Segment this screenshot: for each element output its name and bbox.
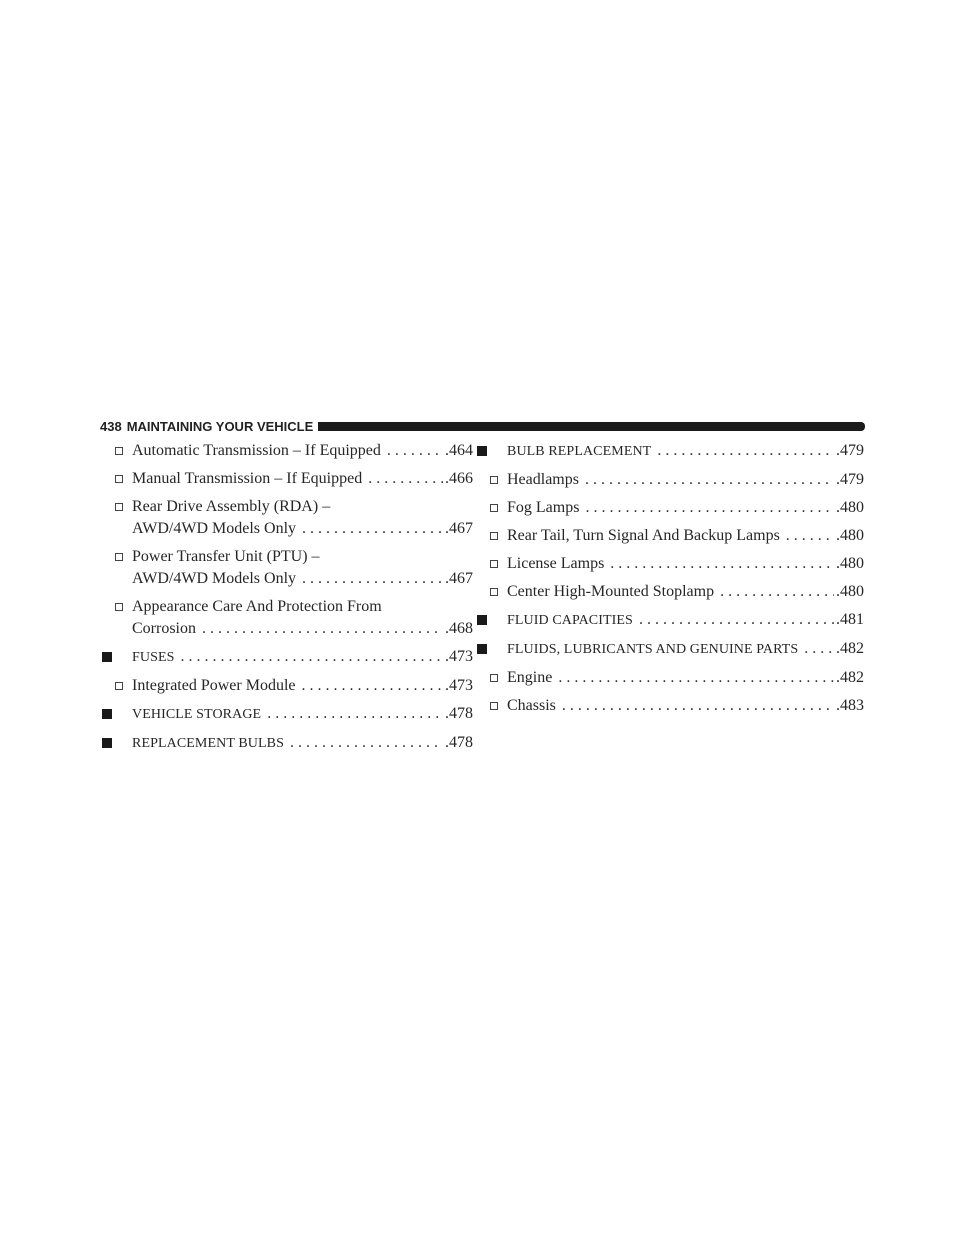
toc-section-entry[interactable] xyxy=(490,638,864,661)
toc-entry-title: BULB REPLACEMENT xyxy=(507,444,652,459)
toc-subsection-entry[interactable] xyxy=(490,525,864,547)
hollow-square-bullet-icon xyxy=(115,682,123,690)
dot-leader xyxy=(657,440,834,462)
dot-leader xyxy=(610,553,834,575)
hollow-square-bullet-icon xyxy=(490,702,498,710)
dot-leader xyxy=(290,732,443,754)
toc-page-number: .464 xyxy=(445,442,473,459)
page-header xyxy=(100,419,865,433)
toc-subsection-entry[interactable] xyxy=(115,468,473,490)
dot-leader xyxy=(639,609,834,631)
toc-entry-title: Appearance Care And Protection From xyxy=(132,598,382,615)
toc-page-number: .479 xyxy=(836,471,864,488)
dot-leader xyxy=(387,440,443,462)
dot-leader xyxy=(585,469,834,491)
dot-leader xyxy=(558,667,834,689)
toc-entry-title: Power Transfer Unit (PTU) – xyxy=(132,548,320,565)
dot-leader xyxy=(804,638,834,660)
toc-page-number: .480 xyxy=(836,527,864,544)
toc-page-number: .483 xyxy=(836,697,864,714)
toc-subsection-entry[interactable] xyxy=(490,497,864,519)
toc-entry-title: VEHICLE STORAGE xyxy=(132,707,262,722)
toc-page-number: .482 xyxy=(836,669,864,686)
toc-entry-title: Automatic Transmission – If Equipped xyxy=(132,442,381,459)
toc-page-number: .468 xyxy=(445,620,473,637)
hollow-square-bullet-icon xyxy=(115,475,123,483)
toc-section-entry[interactable] xyxy=(115,646,473,669)
toc-page-number: .478 xyxy=(445,705,473,722)
toc-entry-title: Chassis xyxy=(507,697,556,714)
hollow-square-bullet-icon xyxy=(115,447,123,455)
filled-square-bullet-icon xyxy=(477,644,487,654)
toc-section-entry[interactable] xyxy=(490,609,864,632)
toc-entry-title: FLUIDS, LUBRICANTS AND GENUINE PARTS xyxy=(507,642,799,657)
toc-page-number: .473 xyxy=(445,677,473,694)
dot-leader xyxy=(302,518,443,540)
filled-square-bullet-icon xyxy=(102,652,112,662)
toc-subsection-entry[interactable] xyxy=(115,496,473,540)
toc-page-number: .480 xyxy=(836,499,864,516)
toc-page-number: .473 xyxy=(445,648,473,665)
filled-square-bullet-icon xyxy=(477,446,487,456)
toc-page-number: .480 xyxy=(836,555,864,572)
toc-page-number: .466 xyxy=(445,470,473,487)
toc-entry-title: Rear Tail, Turn Signal And Backup Lamps xyxy=(507,527,780,544)
toc-entry-title: FLUID CAPACITIES xyxy=(507,613,633,628)
toc-entry-title: Manual Transmission – If Equipped xyxy=(132,470,363,487)
dot-leader xyxy=(562,695,834,717)
toc-subsection-entry[interactable] xyxy=(490,469,864,491)
toc-page-number: .480 xyxy=(836,583,864,600)
hollow-square-bullet-icon xyxy=(115,553,123,561)
dot-leader xyxy=(786,525,834,547)
toc-entry-title: Rear Drive Assembly (RDA) – xyxy=(132,498,331,515)
section-title: MAINTAINING YOUR VEHICLE xyxy=(126,418,314,434)
toc-page-number: .482 xyxy=(836,640,864,657)
header-rule xyxy=(318,422,865,431)
toc-entry-title: FUSES xyxy=(132,650,175,665)
toc-entry-title: REPLACEMENT BULBS xyxy=(132,736,284,751)
toc-entry-title: License Lamps xyxy=(507,555,605,572)
toc-entry-title: Engine xyxy=(507,669,553,686)
dot-leader xyxy=(181,646,443,668)
dot-leader xyxy=(267,703,443,725)
hollow-square-bullet-icon xyxy=(115,503,123,511)
hollow-square-bullet-icon xyxy=(490,504,498,512)
hollow-square-bullet-icon xyxy=(490,532,498,540)
toc-section-entry[interactable] xyxy=(490,440,864,463)
toc-subsection-entry[interactable] xyxy=(115,675,473,697)
hollow-square-bullet-icon xyxy=(490,476,498,484)
toc-entry-title: AWD/4WD Models Only xyxy=(132,570,297,587)
toc-entry-title: Corrosion xyxy=(132,620,196,637)
toc-entry-title: Headlamps xyxy=(507,471,579,488)
hollow-square-bullet-icon xyxy=(490,588,498,596)
toc-left-column xyxy=(115,440,473,761)
toc-page-number: .467 xyxy=(445,520,473,537)
toc-subsection-entry[interactable] xyxy=(115,440,473,462)
toc-section-entry[interactable] xyxy=(115,703,473,726)
dot-leader xyxy=(585,497,834,519)
dot-leader xyxy=(368,468,443,490)
filled-square-bullet-icon xyxy=(102,738,112,748)
page-number: 438 xyxy=(100,418,122,434)
toc-page-number: .478 xyxy=(445,734,473,751)
dot-leader xyxy=(720,581,834,603)
toc-section-entry[interactable] xyxy=(115,732,473,755)
filled-square-bullet-icon xyxy=(477,615,487,625)
toc-entry-title: Center High-Mounted Stoplamp xyxy=(507,583,715,600)
toc-entry-title: AWD/4WD Models Only xyxy=(132,520,297,537)
dot-leader xyxy=(302,675,443,697)
toc-page-number: .467 xyxy=(445,570,473,587)
hollow-square-bullet-icon xyxy=(490,674,498,682)
filled-square-bullet-icon xyxy=(102,709,112,719)
toc-page-number: .479 xyxy=(836,442,864,459)
toc-subsection-entry[interactable] xyxy=(490,667,864,689)
hollow-square-bullet-icon xyxy=(490,560,498,568)
dot-leader xyxy=(202,618,443,640)
toc-page-number: .481 xyxy=(836,611,864,628)
toc-entry-title: Integrated Power Module xyxy=(132,677,296,694)
toc-subsection-entry[interactable] xyxy=(115,546,473,590)
hollow-square-bullet-icon xyxy=(115,603,123,611)
toc-subsection-entry[interactable] xyxy=(490,695,864,717)
toc-subsection-entry[interactable] xyxy=(115,596,473,640)
toc-entry-title: Fog Lamps xyxy=(507,499,580,516)
toc-right-column xyxy=(490,440,864,723)
toc-subsection-entry[interactable] xyxy=(490,553,864,575)
toc-subsection-entry[interactable] xyxy=(490,581,864,603)
dot-leader xyxy=(302,568,443,590)
